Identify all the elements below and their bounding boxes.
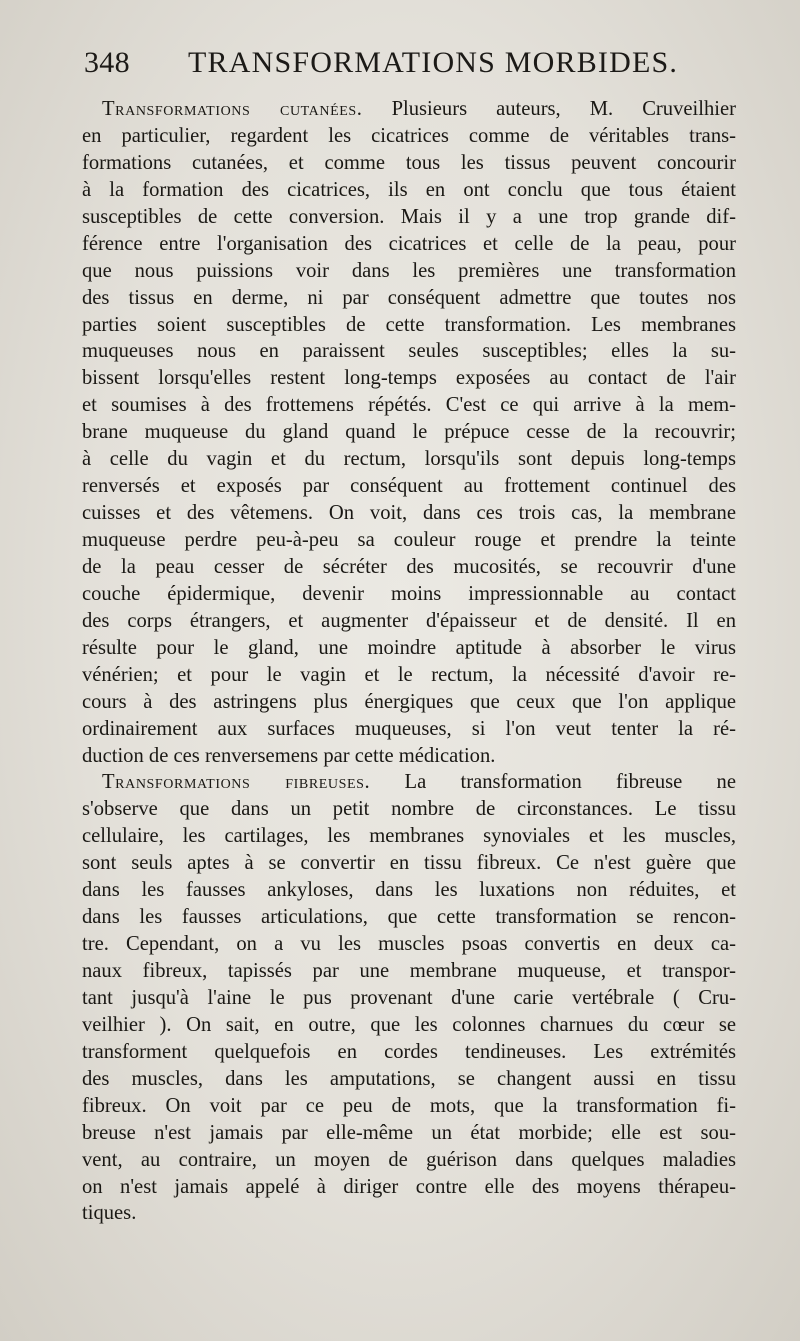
text-line: tant jusqu'à l'aine le pus provenant d'une carie vertébrale ( Cru-: [82, 986, 736, 1009]
text-line: des tissus en derme, ni par conséquent admettre que toutes nos: [82, 286, 736, 309]
text-line: tre. Cependant, on a vu les muscles psoas convertis en deux ca-: [82, 933, 736, 956]
text-line: couche épidermique, devenir moins impressionnable au contact: [82, 582, 736, 605]
text-line: résulte pour le gland, une moindre aptitude à absorber le virus: [82, 636, 736, 659]
text-line: vénérien; et pour le vagin et le rectum, la nécessité d'avoir re-: [82, 663, 736, 686]
text-line: bissent lorsqu'elles restent long-temps exposées au contact de l'air: [82, 367, 736, 390]
text-line: en particulier, regardent les cicatrices comme de véritables trans-: [82, 124, 736, 147]
text-line: sont seuls aptes à se convertir en tissu fibreux. Ce n'est guère que: [82, 852, 736, 875]
page-number: 348: [84, 46, 130, 79]
running-title: TRANSFORMATIONS MORBIDES.: [188, 46, 679, 79]
text-line: fibreux. On voit par ce peu de mots, que la transformation fi-: [82, 1094, 736, 1117]
section-heading-fibrous: Transformations fibreuses.: [102, 771, 371, 794]
text-line: renversés et exposés par conséquent au frottement continuel des: [82, 475, 736, 498]
paragraph-fibrous: [82, 769, 736, 1227]
text-line: dans les fausses ankyloses, dans les luxations non réduites, et: [82, 879, 736, 902]
text-line: cellulaire, les cartilages, les membranes synoviales et les muscles,: [82, 825, 736, 848]
text-line: tiques.: [82, 1202, 137, 1225]
text-line: à celle du vagin et du rectum, lorsqu'ils sont depuis long-temps: [82, 448, 736, 471]
text-line: férence entre l'organisation des cicatrices et celle de la peau, pour: [82, 232, 736, 255]
text-line: et soumises à des frottemens répétés. C'est ce qui arrive à la mem-: [82, 394, 736, 417]
text-line: s'observe que dans un petit nombre de circonstances. Le tissu: [82, 798, 736, 821]
text-line: brane muqueuse du gland quand le prépuce cesse de la recouvrir;: [82, 421, 736, 444]
text-line: transforment quelquefois en cordes tendineuses. Les extrémités: [82, 1040, 736, 1063]
paragraph-cutaneous: [82, 96, 736, 769]
text-line: de la peau cesser de sécréter des mucosités, se recouvrir d'une: [82, 555, 736, 578]
running-head: [84, 46, 744, 90]
text-line: Transformations fibreuses. La transformation fibreuse ne: [102, 771, 736, 794]
text-line: à la formation des cicatrices, ils en ont conclu que tous étaient: [82, 178, 736, 201]
section-heading-cutaneous: Transformations cutanées.: [102, 98, 363, 120]
text-line: cuisses et des vêtemens. On voit, dans ces trois cas, la membrane: [82, 502, 736, 525]
text-line: breuse n'est jamais par elle-même un état morbide; elle est sou-: [82, 1121, 736, 1144]
text-line: muqueuses nous en paraissent seules susceptibles; elles la su-: [82, 340, 736, 363]
text-line: naux fibreux, tapissés par une membrane muqueuse, et transpor-: [82, 960, 736, 982]
text-line: susceptibles de cette conversion. Mais il y a une trop grande dif-: [82, 205, 736, 228]
text-line: parties soient susceptibles de cette transformation. Les membranes: [82, 313, 736, 336]
text-line: muqueuse perdre peu-à-peu sa couleur rouge et prendre la teinte: [82, 529, 736, 551]
text-line: on n'est jamais appelé à diriger contre elle des moyens thérapeu-: [82, 1175, 736, 1198]
text-line: des corps étrangers, et augmenter d'épaisseur et de densité. Il en: [82, 609, 736, 632]
text-line: vent, au contraire, un moyen de guérison dans quelques maladies: [82, 1148, 736, 1171]
text-line: que nous puissions voir dans les premières une transformation: [82, 259, 736, 282]
body-text: [82, 96, 736, 1227]
text-line: dans les fausses articulations, que cette transformation se rencon-: [82, 906, 736, 929]
text-line: Transformations cutanées. Plusieurs auteurs, M. Cruveilhier: [102, 98, 736, 120]
text-line: cours à des astringens plus énergiques que ceux que l'on applique: [82, 690, 736, 713]
text-line: ordinairement aux surfaces muqueuses, si l'on veut tenter la ré-: [82, 717, 736, 740]
text-line: veilhier ). On sait, en outre, que les colonnes charnues du cœur se: [82, 1013, 736, 1036]
text-line: duction de ces renversemens par cette médication.: [82, 744, 496, 767]
text-line: formations cutanées, et comme tous les tissus peuvent concourir: [82, 151, 736, 174]
text-line: des muscles, dans les amputations, se changent aussi en tissu: [82, 1067, 736, 1090]
